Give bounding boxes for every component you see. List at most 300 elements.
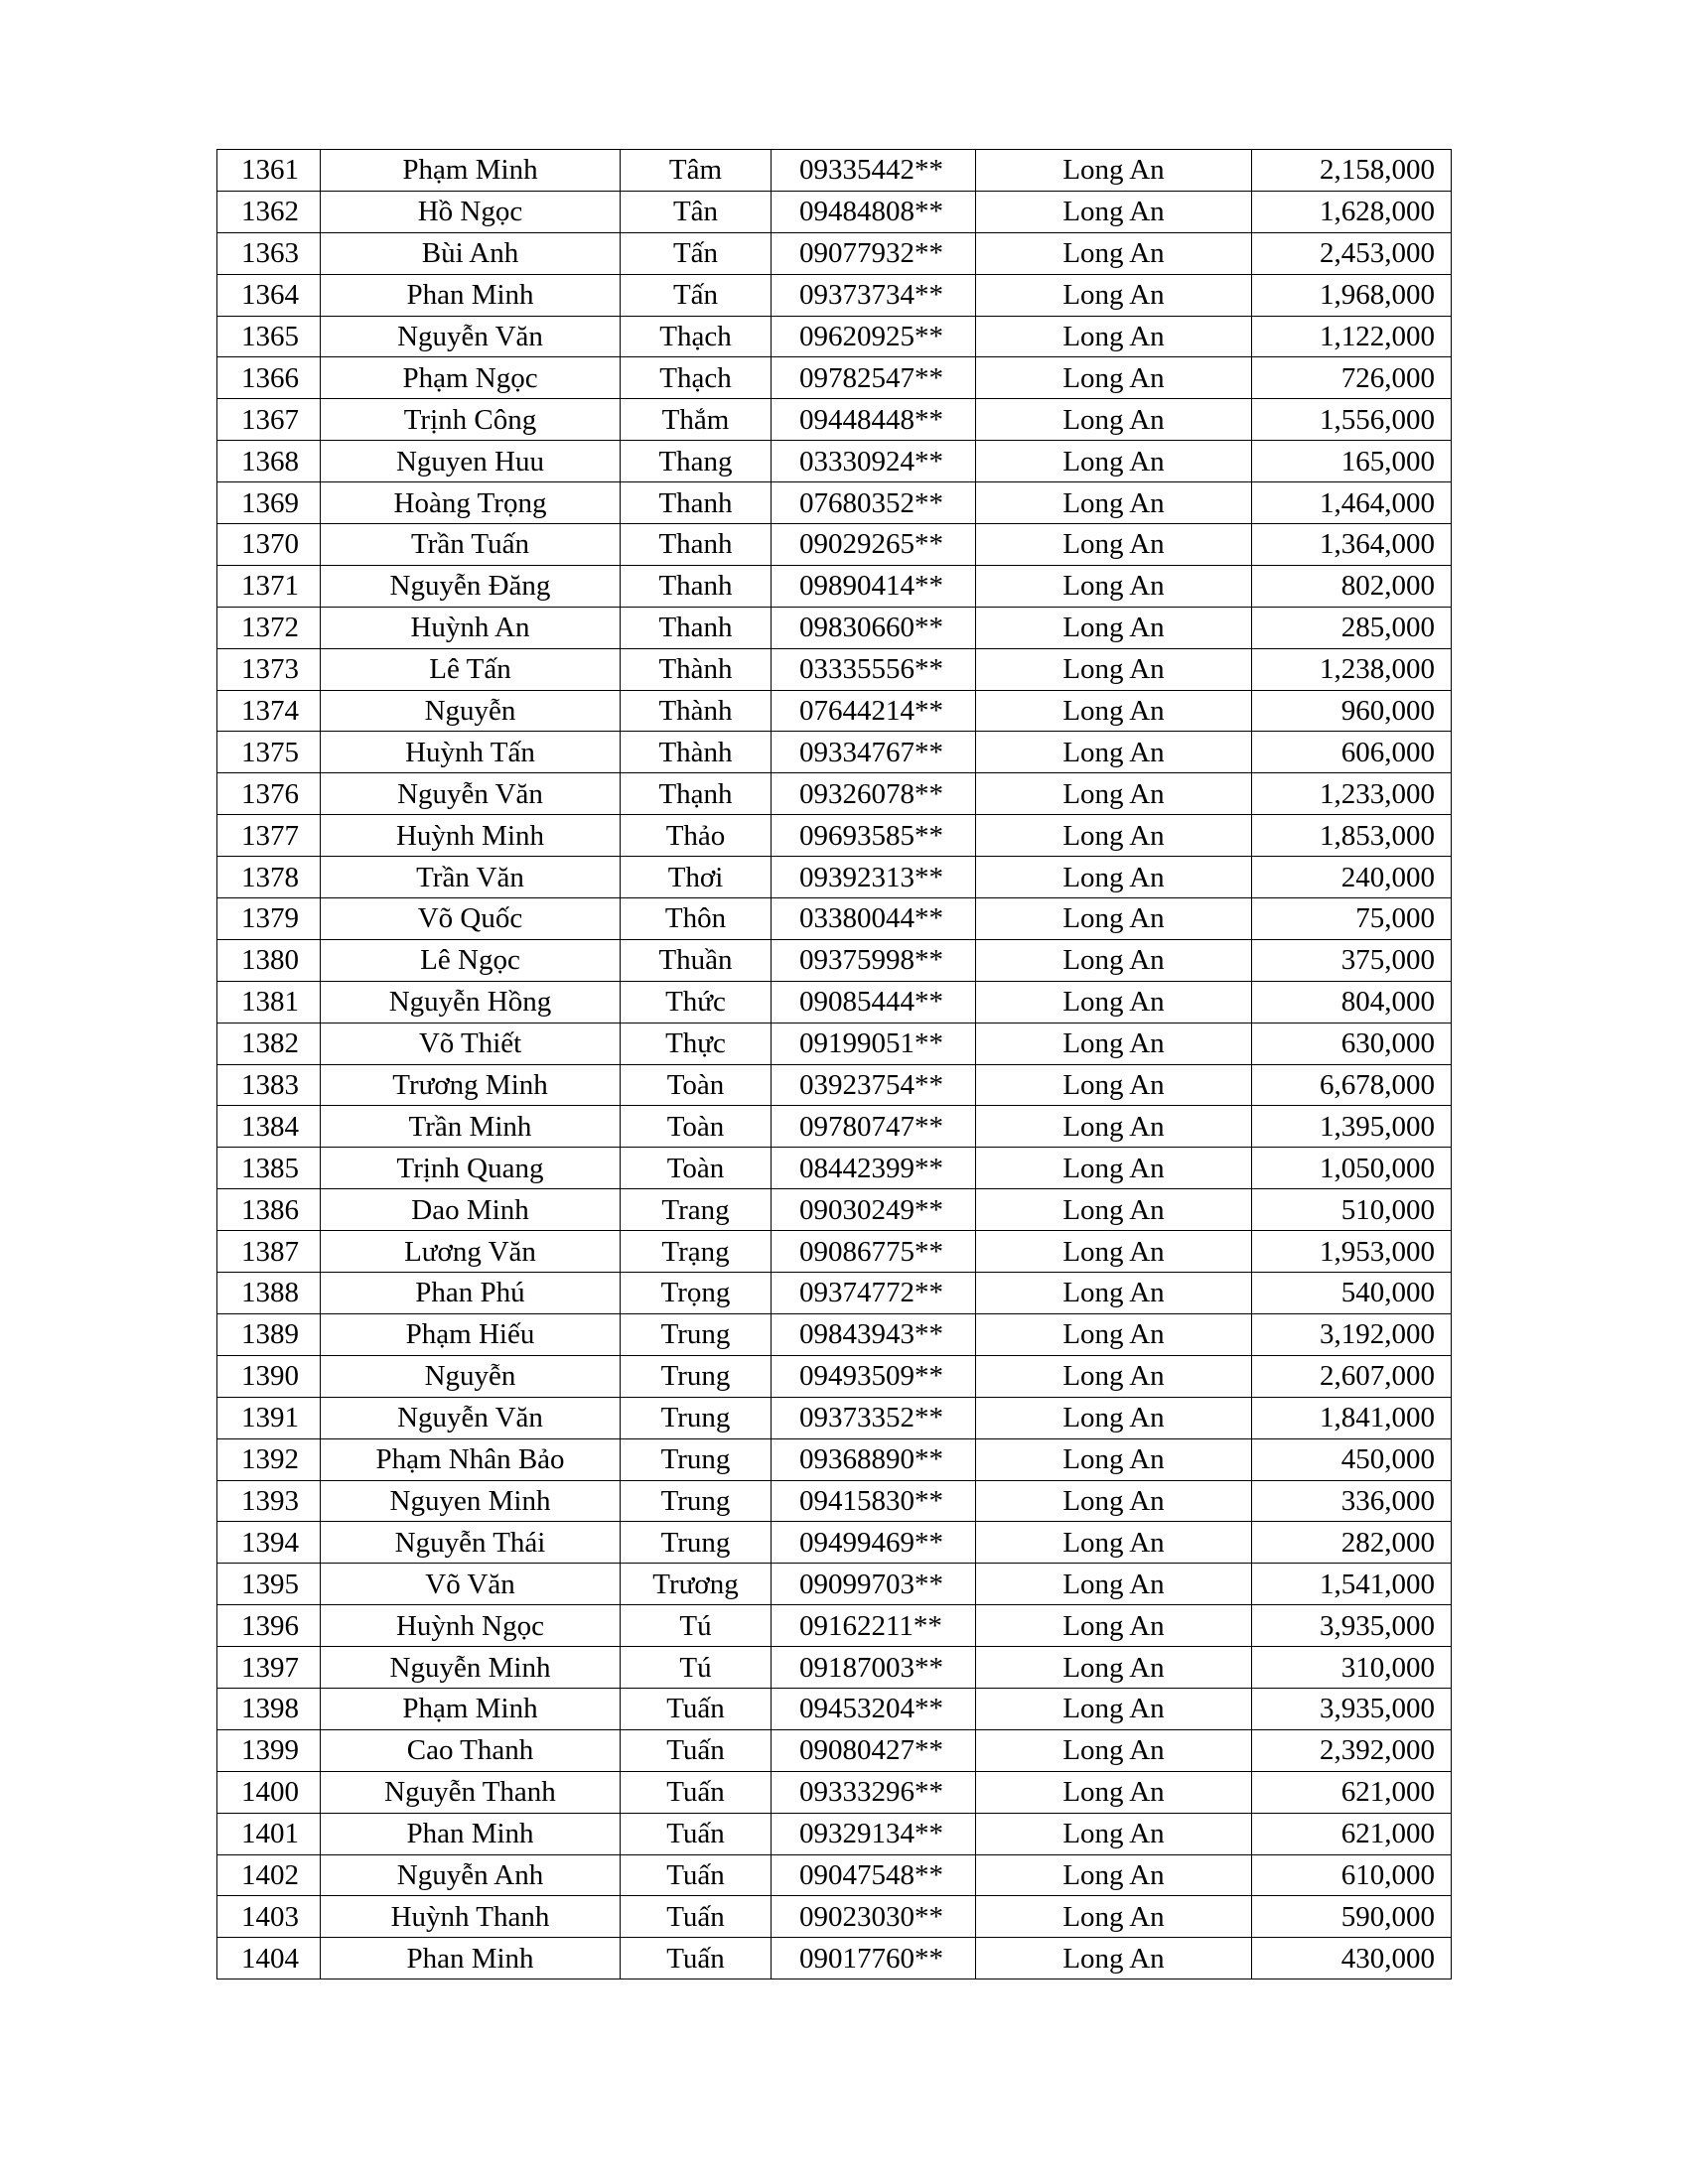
province-cell: Long An bbox=[976, 1813, 1252, 1854]
family-name-cell: Phạm Ngọc bbox=[321, 357, 621, 399]
table-row bbox=[217, 191, 1452, 232]
amount-cell: 2,453,000 bbox=[1252, 232, 1452, 274]
family-name-cell: Huỳnh An bbox=[321, 607, 621, 648]
given-name-cell: Tâm bbox=[621, 150, 772, 192]
row-number-cell: 1389 bbox=[217, 1313, 321, 1355]
table-row bbox=[217, 1854, 1452, 1896]
family-name-cell: Huỳnh Minh bbox=[321, 815, 621, 857]
given-name-cell: Thanh bbox=[621, 565, 772, 607]
province-cell: Long An bbox=[976, 441, 1252, 482]
table-row bbox=[217, 1771, 1452, 1813]
table-row bbox=[217, 150, 1452, 192]
province-cell: Long An bbox=[976, 1771, 1252, 1813]
row-number-cell: 1361 bbox=[217, 150, 321, 192]
phone-cell: 09086775** bbox=[772, 1231, 976, 1273]
phone-cell: 03335556** bbox=[772, 648, 976, 690]
given-name-cell: Trung bbox=[621, 1355, 772, 1397]
phone-cell: 09333296** bbox=[772, 1771, 976, 1813]
province-cell: Long An bbox=[976, 981, 1252, 1023]
table-row bbox=[217, 1647, 1452, 1689]
family-name-cell: Nguyễn Thái bbox=[321, 1522, 621, 1564]
amount-cell: 2,392,000 bbox=[1252, 1729, 1452, 1771]
province-cell: Long An bbox=[976, 1355, 1252, 1397]
province-cell: Long An bbox=[976, 1938, 1252, 1979]
given-name-cell: Thanh bbox=[621, 524, 772, 566]
given-name-cell: Toàn bbox=[621, 1064, 772, 1106]
given-name-cell: Tuấn bbox=[621, 1771, 772, 1813]
phone-cell: 03330924** bbox=[772, 441, 976, 482]
given-name-cell: Trung bbox=[621, 1480, 772, 1522]
phone-cell: 09029265** bbox=[772, 524, 976, 566]
family-name-cell: Huỳnh Ngọc bbox=[321, 1605, 621, 1647]
row-number-cell: 1370 bbox=[217, 524, 321, 566]
table-row bbox=[217, 1313, 1452, 1355]
given-name-cell: Trung bbox=[621, 1397, 772, 1438]
table-row bbox=[217, 607, 1452, 648]
given-name-cell: Thức bbox=[621, 981, 772, 1023]
phone-cell: 09890414** bbox=[772, 565, 976, 607]
province-cell: Long An bbox=[976, 648, 1252, 690]
province-cell: Long An bbox=[976, 732, 1252, 773]
given-name-cell: Trương bbox=[621, 1564, 772, 1605]
row-number-cell: 1379 bbox=[217, 898, 321, 940]
table-row bbox=[217, 1148, 1452, 1189]
amount-cell: 282,000 bbox=[1252, 1522, 1452, 1564]
province-cell: Long An bbox=[976, 524, 1252, 566]
amount-cell: 590,000 bbox=[1252, 1896, 1452, 1938]
phone-cell: 09099703** bbox=[772, 1564, 976, 1605]
table-row bbox=[217, 399, 1452, 441]
row-number-cell: 1378 bbox=[217, 857, 321, 898]
row-number-cell: 1384 bbox=[217, 1106, 321, 1148]
province-cell: Long An bbox=[976, 898, 1252, 940]
amount-cell: 610,000 bbox=[1252, 1854, 1452, 1896]
row-number-cell: 1371 bbox=[217, 565, 321, 607]
family-name-cell: Nguyễn Anh bbox=[321, 1854, 621, 1896]
table-row bbox=[217, 1813, 1452, 1854]
table-row bbox=[217, 815, 1452, 857]
province-cell: Long An bbox=[976, 191, 1252, 232]
family-name-cell: Võ Văn bbox=[321, 1564, 621, 1605]
table-row bbox=[217, 1273, 1452, 1314]
amount-cell: 1,464,000 bbox=[1252, 482, 1452, 524]
amount-cell: 1,233,000 bbox=[1252, 773, 1452, 815]
amount-cell: 240,000 bbox=[1252, 857, 1452, 898]
row-number-cell: 1372 bbox=[217, 607, 321, 648]
province-cell: Long An bbox=[976, 1148, 1252, 1189]
row-number-cell: 1401 bbox=[217, 1813, 321, 1854]
phone-cell: 09693585** bbox=[772, 815, 976, 857]
row-number-cell: 1398 bbox=[217, 1688, 321, 1729]
given-name-cell: Thôn bbox=[621, 898, 772, 940]
phone-cell: 09843943** bbox=[772, 1313, 976, 1355]
family-name-cell: Võ Quốc bbox=[321, 898, 621, 940]
family-name-cell: Trần Minh bbox=[321, 1106, 621, 1148]
phone-cell: 09448448** bbox=[772, 399, 976, 441]
province-cell: Long An bbox=[976, 1273, 1252, 1314]
amount-cell: 1,968,000 bbox=[1252, 274, 1452, 316]
row-number-cell: 1394 bbox=[217, 1522, 321, 1564]
row-number-cell: 1392 bbox=[217, 1438, 321, 1480]
phone-cell: 09085444** bbox=[772, 981, 976, 1023]
amount-cell: 630,000 bbox=[1252, 1023, 1452, 1064]
given-name-cell: Tuấn bbox=[621, 1896, 772, 1938]
phone-cell: 09162211** bbox=[772, 1605, 976, 1647]
amount-cell: 165,000 bbox=[1252, 441, 1452, 482]
phone-cell: 09830660** bbox=[772, 607, 976, 648]
family-name-cell: Lê Tấn bbox=[321, 648, 621, 690]
given-name-cell: Thạch bbox=[621, 316, 772, 357]
table-row bbox=[217, 565, 1452, 607]
row-number-cell: 1387 bbox=[217, 1231, 321, 1273]
phone-cell: 09484808** bbox=[772, 191, 976, 232]
amount-cell: 802,000 bbox=[1252, 565, 1452, 607]
given-name-cell: Tú bbox=[621, 1647, 772, 1689]
family-name-cell: Bùi Anh bbox=[321, 232, 621, 274]
province-cell: Long An bbox=[976, 1688, 1252, 1729]
phone-cell: 09329134** bbox=[772, 1813, 976, 1854]
row-number-cell: 1396 bbox=[217, 1605, 321, 1647]
amount-cell: 75,000 bbox=[1252, 898, 1452, 940]
given-name-cell: Thang bbox=[621, 441, 772, 482]
row-number-cell: 1382 bbox=[217, 1023, 321, 1064]
phone-cell: 09187003** bbox=[772, 1647, 976, 1689]
row-number-cell: 1381 bbox=[217, 981, 321, 1023]
given-name-cell: Trung bbox=[621, 1522, 772, 1564]
table-row bbox=[217, 1397, 1452, 1438]
family-name-cell: Nguyen Huu bbox=[321, 441, 621, 482]
province-cell: Long An bbox=[976, 357, 1252, 399]
amount-cell: 310,000 bbox=[1252, 1647, 1452, 1689]
province-cell: Long An bbox=[976, 316, 1252, 357]
row-number-cell: 1375 bbox=[217, 732, 321, 773]
given-name-cell: Thạnh bbox=[621, 773, 772, 815]
family-name-cell: Nguyễn Thanh bbox=[321, 1771, 621, 1813]
family-name-cell: Phạm Minh bbox=[321, 150, 621, 192]
province-cell: Long An bbox=[976, 690, 1252, 732]
province-cell: Long An bbox=[976, 1564, 1252, 1605]
amount-cell: 621,000 bbox=[1252, 1813, 1452, 1854]
table-row bbox=[217, 316, 1452, 357]
amount-cell: 3,935,000 bbox=[1252, 1688, 1452, 1729]
phone-cell: 09080427** bbox=[772, 1729, 976, 1771]
province-cell: Long An bbox=[976, 939, 1252, 981]
province-cell: Long An bbox=[976, 399, 1252, 441]
phone-cell: 09199051** bbox=[772, 1023, 976, 1064]
row-number-cell: 1400 bbox=[217, 1771, 321, 1813]
table-row bbox=[217, 482, 1452, 524]
table-row bbox=[217, 1189, 1452, 1231]
province-cell: Long An bbox=[976, 1522, 1252, 1564]
amount-cell: 375,000 bbox=[1252, 939, 1452, 981]
province-cell: Long An bbox=[976, 1189, 1252, 1231]
given-name-cell: Trọng bbox=[621, 1273, 772, 1314]
province-cell: Long An bbox=[976, 150, 1252, 192]
amount-cell: 1,628,000 bbox=[1252, 191, 1452, 232]
phone-cell: 09373734** bbox=[772, 274, 976, 316]
row-number-cell: 1377 bbox=[217, 815, 321, 857]
family-name-cell: Nguyễn bbox=[321, 690, 621, 732]
row-number-cell: 1365 bbox=[217, 316, 321, 357]
table-row bbox=[217, 232, 1452, 274]
table-row bbox=[217, 524, 1452, 566]
table-row bbox=[217, 357, 1452, 399]
row-number-cell: 1362 bbox=[217, 191, 321, 232]
family-name-cell: Nguyễn bbox=[321, 1355, 621, 1397]
phone-cell: 09017760** bbox=[772, 1938, 976, 1979]
table-row bbox=[217, 1938, 1452, 1979]
given-name-cell: Thảo bbox=[621, 815, 772, 857]
row-number-cell: 1399 bbox=[217, 1729, 321, 1771]
amount-cell: 1,050,000 bbox=[1252, 1148, 1452, 1189]
family-name-cell: Cao Thanh bbox=[321, 1729, 621, 1771]
family-name-cell: Nguyen Minh bbox=[321, 1480, 621, 1522]
table-row bbox=[217, 1064, 1452, 1106]
family-name-cell: Lương Văn bbox=[321, 1231, 621, 1273]
family-name-cell: Lê Ngọc bbox=[321, 939, 621, 981]
phone-cell: 09782547** bbox=[772, 357, 976, 399]
family-name-cell: Trịnh Công bbox=[321, 399, 621, 441]
amount-cell: 804,000 bbox=[1252, 981, 1452, 1023]
table-row bbox=[217, 898, 1452, 940]
province-cell: Long An bbox=[976, 1480, 1252, 1522]
amount-cell: 3,935,000 bbox=[1252, 1605, 1452, 1647]
given-name-cell: Thành bbox=[621, 690, 772, 732]
table-row bbox=[217, 1896, 1452, 1938]
given-name-cell: Tú bbox=[621, 1605, 772, 1647]
given-name-cell: Tuấn bbox=[621, 1813, 772, 1854]
row-number-cell: 1403 bbox=[217, 1896, 321, 1938]
province-cell: Long An bbox=[976, 773, 1252, 815]
table-row bbox=[217, 1023, 1452, 1064]
amount-cell: 1,122,000 bbox=[1252, 316, 1452, 357]
family-name-cell: Trịnh Quang bbox=[321, 1148, 621, 1189]
given-name-cell: Thực bbox=[621, 1023, 772, 1064]
province-cell: Long An bbox=[976, 565, 1252, 607]
family-name-cell: Nguyễn Đăng bbox=[321, 565, 621, 607]
table-row bbox=[217, 857, 1452, 898]
phone-cell: 09780747** bbox=[772, 1106, 976, 1148]
row-number-cell: 1397 bbox=[217, 1647, 321, 1689]
family-name-cell: Nguyễn Văn bbox=[321, 773, 621, 815]
table-row bbox=[217, 274, 1452, 316]
phone-cell: 09375998** bbox=[772, 939, 976, 981]
amount-cell: 960,000 bbox=[1252, 690, 1452, 732]
province-cell: Long An bbox=[976, 232, 1252, 274]
row-number-cell: 1385 bbox=[217, 1148, 321, 1189]
amount-cell: 1,541,000 bbox=[1252, 1564, 1452, 1605]
table-row bbox=[217, 1564, 1452, 1605]
province-cell: Long An bbox=[976, 274, 1252, 316]
given-name-cell: Tuấn bbox=[621, 1938, 772, 1979]
phone-cell: 09392313** bbox=[772, 857, 976, 898]
amount-cell: 621,000 bbox=[1252, 1771, 1452, 1813]
family-name-cell: Phạm Nhân Bảo bbox=[321, 1438, 621, 1480]
amount-cell: 726,000 bbox=[1252, 357, 1452, 399]
phone-cell: 09030249** bbox=[772, 1189, 976, 1231]
row-number-cell: 1363 bbox=[217, 232, 321, 274]
table-row bbox=[217, 1729, 1452, 1771]
row-number-cell: 1368 bbox=[217, 441, 321, 482]
phone-cell: 09077932** bbox=[772, 232, 976, 274]
province-cell: Long An bbox=[976, 607, 1252, 648]
amount-cell: 2,158,000 bbox=[1252, 150, 1452, 192]
given-name-cell: Tuấn bbox=[621, 1688, 772, 1729]
data-table bbox=[216, 149, 1452, 1979]
family-name-cell: Nguyễn Văn bbox=[321, 316, 621, 357]
given-name-cell: Tân bbox=[621, 191, 772, 232]
table-row bbox=[217, 1106, 1452, 1148]
row-number-cell: 1374 bbox=[217, 690, 321, 732]
phone-cell: 09415830** bbox=[772, 1480, 976, 1522]
row-number-cell: 1390 bbox=[217, 1355, 321, 1397]
given-name-cell: Trung bbox=[621, 1438, 772, 1480]
given-name-cell: Thanh bbox=[621, 482, 772, 524]
family-name-cell: Phan Minh bbox=[321, 1938, 621, 1979]
province-cell: Long An bbox=[976, 482, 1252, 524]
given-name-cell: Thuần bbox=[621, 939, 772, 981]
province-cell: Long An bbox=[976, 1064, 1252, 1106]
province-cell: Long An bbox=[976, 1438, 1252, 1480]
phone-cell: 09368890** bbox=[772, 1438, 976, 1480]
family-name-cell: Phan Phú bbox=[321, 1273, 621, 1314]
amount-cell: 6,678,000 bbox=[1252, 1064, 1452, 1106]
row-number-cell: 1402 bbox=[217, 1854, 321, 1896]
phone-cell: 09453204** bbox=[772, 1688, 976, 1729]
table-row bbox=[217, 1605, 1452, 1647]
row-number-cell: 1366 bbox=[217, 357, 321, 399]
amount-cell: 3,192,000 bbox=[1252, 1313, 1452, 1355]
amount-cell: 540,000 bbox=[1252, 1273, 1452, 1314]
phone-cell: 07680352** bbox=[772, 482, 976, 524]
table-row bbox=[217, 1231, 1452, 1273]
given-name-cell: Trung bbox=[621, 1313, 772, 1355]
amount-cell: 1,953,000 bbox=[1252, 1231, 1452, 1273]
table-row bbox=[217, 1522, 1452, 1564]
row-number-cell: 1364 bbox=[217, 274, 321, 316]
amount-cell: 1,556,000 bbox=[1252, 399, 1452, 441]
family-name-cell: Trần Tuấn bbox=[321, 524, 621, 566]
amount-cell: 1,841,000 bbox=[1252, 1397, 1452, 1438]
province-cell: Long An bbox=[976, 1605, 1252, 1647]
given-name-cell: Trạng bbox=[621, 1231, 772, 1273]
table-row bbox=[217, 441, 1452, 482]
table-row bbox=[217, 648, 1452, 690]
given-name-cell: Thành bbox=[621, 648, 772, 690]
table-row bbox=[217, 773, 1452, 815]
table-row bbox=[217, 1688, 1452, 1729]
given-name-cell: Tấn bbox=[621, 274, 772, 316]
given-name-cell: Tuấn bbox=[621, 1854, 772, 1896]
family-name-cell: Phan Minh bbox=[321, 274, 621, 316]
family-name-cell: Trần Văn bbox=[321, 857, 621, 898]
phone-cell: 09334767** bbox=[772, 732, 976, 773]
table-row bbox=[217, 1355, 1452, 1397]
phone-cell: 09373352** bbox=[772, 1397, 976, 1438]
province-cell: Long An bbox=[976, 1896, 1252, 1938]
given-name-cell: Thanh bbox=[621, 607, 772, 648]
row-number-cell: 1391 bbox=[217, 1397, 321, 1438]
phone-cell: 03923754** bbox=[772, 1064, 976, 1106]
given-name-cell: Thắm bbox=[621, 399, 772, 441]
phone-cell: 09326078** bbox=[772, 773, 976, 815]
province-cell: Long An bbox=[976, 1854, 1252, 1896]
province-cell: Long An bbox=[976, 1231, 1252, 1273]
province-cell: Long An bbox=[976, 1397, 1252, 1438]
family-name-cell: Phạm Minh bbox=[321, 1688, 621, 1729]
amount-cell: 336,000 bbox=[1252, 1480, 1452, 1522]
phone-cell: 09023030** bbox=[772, 1896, 976, 1938]
family-name-cell: Phạm Hiếu bbox=[321, 1313, 621, 1355]
table-row bbox=[217, 690, 1452, 732]
amount-cell: 510,000 bbox=[1252, 1189, 1452, 1231]
table-row bbox=[217, 981, 1452, 1023]
province-cell: Long An bbox=[976, 1106, 1252, 1148]
row-number-cell: 1404 bbox=[217, 1938, 321, 1979]
family-name-cell: Nguyễn Văn bbox=[321, 1397, 621, 1438]
province-cell: Long An bbox=[976, 1023, 1252, 1064]
row-number-cell: 1376 bbox=[217, 773, 321, 815]
row-number-cell: 1388 bbox=[217, 1273, 321, 1314]
row-number-cell: 1395 bbox=[217, 1564, 321, 1605]
family-name-cell: Trương Minh bbox=[321, 1064, 621, 1106]
family-name-cell: Hoàng Trọng bbox=[321, 482, 621, 524]
row-number-cell: 1373 bbox=[217, 648, 321, 690]
table-body bbox=[217, 150, 1452, 1979]
given-name-cell: Toàn bbox=[621, 1106, 772, 1148]
phone-cell: 09493509** bbox=[772, 1355, 976, 1397]
amount-cell: 1,364,000 bbox=[1252, 524, 1452, 566]
family-name-cell: Hồ Ngọc bbox=[321, 191, 621, 232]
province-cell: Long An bbox=[976, 1647, 1252, 1689]
phone-cell: 09374772** bbox=[772, 1273, 976, 1314]
given-name-cell: Thành bbox=[621, 732, 772, 773]
family-name-cell: Võ Thiết bbox=[321, 1023, 621, 1064]
family-name-cell: Dao Minh bbox=[321, 1189, 621, 1231]
given-name-cell: Thạch bbox=[621, 357, 772, 399]
amount-cell: 1,238,000 bbox=[1252, 648, 1452, 690]
amount-cell: 1,853,000 bbox=[1252, 815, 1452, 857]
province-cell: Long An bbox=[976, 1729, 1252, 1771]
row-number-cell: 1386 bbox=[217, 1189, 321, 1231]
table-row bbox=[217, 939, 1452, 981]
row-number-cell: 1383 bbox=[217, 1064, 321, 1106]
amount-cell: 430,000 bbox=[1252, 1938, 1452, 1979]
phone-cell: 09499469** bbox=[772, 1522, 976, 1564]
row-number-cell: 1369 bbox=[217, 482, 321, 524]
province-cell: Long An bbox=[976, 857, 1252, 898]
given-name-cell: Toàn bbox=[621, 1148, 772, 1189]
amount-cell: 606,000 bbox=[1252, 732, 1452, 773]
phone-cell: 08442399** bbox=[772, 1148, 976, 1189]
family-name-cell: Phan Minh bbox=[321, 1813, 621, 1854]
phone-cell: 03380044** bbox=[772, 898, 976, 940]
phone-cell: 09047548** bbox=[772, 1854, 976, 1896]
phone-cell: 07644214** bbox=[772, 690, 976, 732]
family-name-cell: Huỳnh Thanh bbox=[321, 1896, 621, 1938]
amount-cell: 2,607,000 bbox=[1252, 1355, 1452, 1397]
family-name-cell: Nguyễn Minh bbox=[321, 1647, 621, 1689]
row-number-cell: 1367 bbox=[217, 399, 321, 441]
table-row bbox=[217, 732, 1452, 773]
given-name-cell: Tấn bbox=[621, 232, 772, 274]
given-name-cell: Tuấn bbox=[621, 1729, 772, 1771]
family-name-cell: Huỳnh Tấn bbox=[321, 732, 621, 773]
phone-cell: 09620925** bbox=[772, 316, 976, 357]
province-cell: Long An bbox=[976, 1313, 1252, 1355]
phone-cell: 09335442** bbox=[772, 150, 976, 192]
amount-cell: 1,395,000 bbox=[1252, 1106, 1452, 1148]
